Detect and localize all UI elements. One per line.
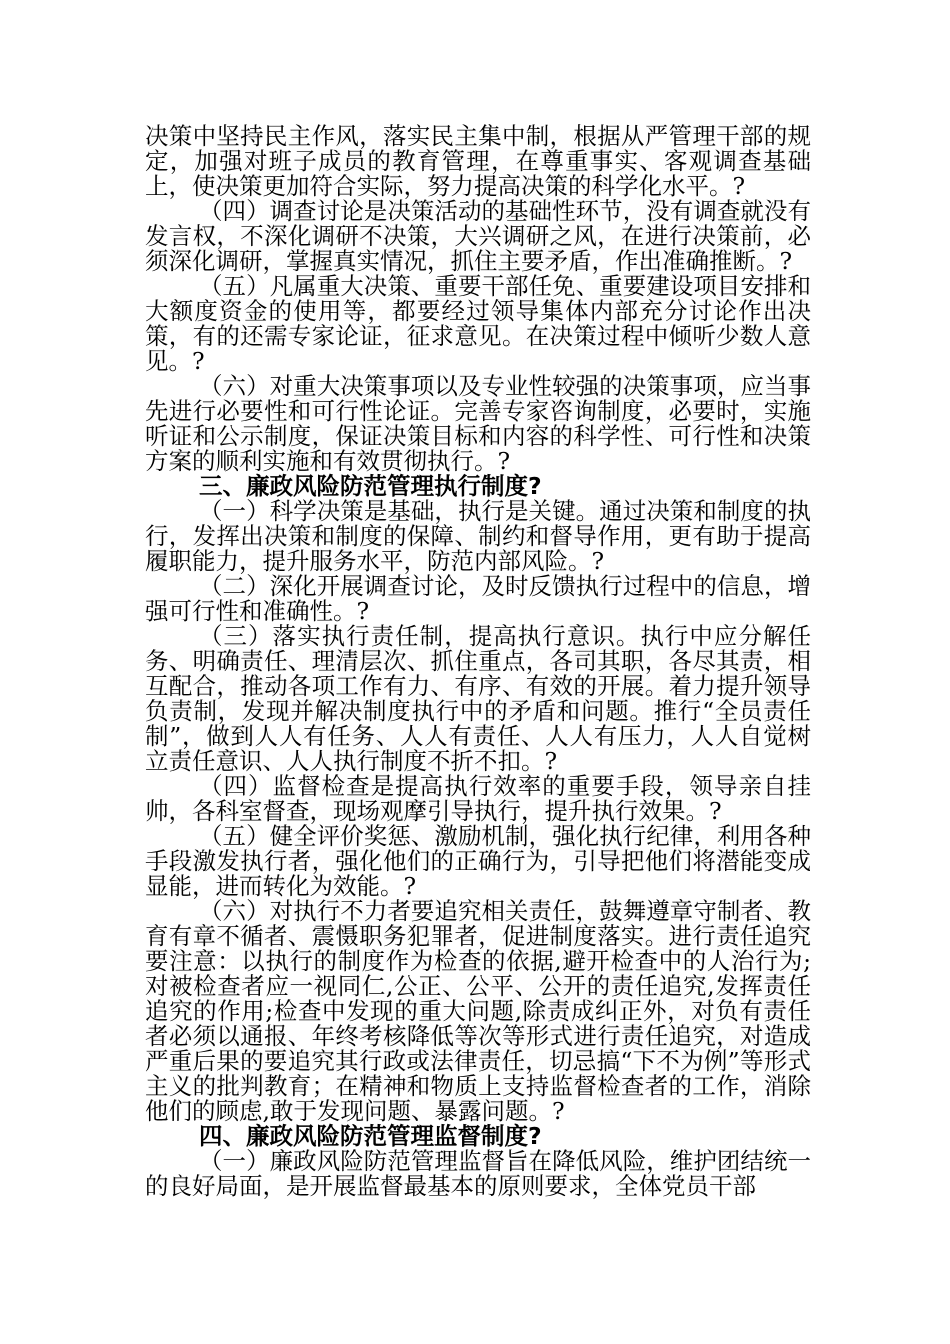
- paragraph-exec-item-6: （六）对执行不力者要追究相关责任，鼓舞遵章守制者、教育有章不循者、震慑职务犯罪者，促进制度落实。进行责任追究要注意：以执行的制度作为检查的依据,避开检查中的人治行为;对被检查者应一视同仁,公正、公平、公开的责任追究,发挥责任追究的作用;检查中发现的重大问题,除责成纠正外，对负有责任者必须以通报、年终考核降低等次等形式进行责任追究，对造成严重后果的要追究其行政或法律责任，切忌搞“下不为例”等形式主义的批判教育；在精神和物质上支持监督检查者的工作，消除他们的顾虑,敢于发现问题、暴露问题。?: [145, 897, 811, 1125]
- section-heading-4-supervision: 四、廉政风险防范管理监督制度?: [199, 1122, 542, 1150]
- paragraph-supervision-item-1: （一）廉政风险防范管理监督旨在降低风险，维护团结统一的良好局面，是开展监督最基本的原则要求，全体党员干部: [145, 1147, 811, 1200]
- paragraph-decision-democracy: 决策中坚持民主作风，落实民主集中制，根据从严管理干部的规定，加强对班子成员的教育管理，在尊重事实、客观调查基础上，使决策更加符合实际，努力提高决策的科学化水平。?: [145, 122, 811, 200]
- paragraph-exec-item-1: （一）科学决策是基础，执行是关键。通过决策和制度的执行，发挥出决策和制度的保障、制约和督导作用，更有助于提高履职能力，提升服务水平，防范内部风险。?: [145, 497, 811, 575]
- section-heading-3-execution: 三、廉政风险防范管理执行制度?: [199, 472, 542, 500]
- paragraph-exec-item-2: （二）深化开展调查讨论，及时反馈执行过程中的信息，增强可行性和准确性。?: [145, 572, 811, 625]
- paragraph-exec-item-4: （四）监督检查是提高执行效率的重要手段，领导亲自挂帅，各科室督查，现场观摩引导执行，提升执行效果。?: [145, 772, 811, 825]
- document-body: [145, 124, 811, 1199]
- paragraph-item-5-major-decisions: （五）凡属重大决策、重要干部任免、重要建设项目安排和大额度资金的使用等，都要经过领导集体内部充分讨论作出决策，有的还需专家论证，征求意见。在决策过程中倾听少数人意见。?: [145, 272, 811, 375]
- paragraph-exec-item-3: （三）落实执行责任制，提高执行意识。执行中应分解任务、明确责任、理清层次、抓住重点，各司其职，各尽其责，相互配合，推动各项工作有力、有序、有效的开展。着力提升领导负责制，发现并解决制度执行中的矛盾和问题。推行“全员责任制”，做到人人有任务、人人有责任、人人有压力，人人自觉树立责任意识、人人执行制度不折不扣。?: [145, 622, 811, 775]
- paragraph-item-6-feasibility: （六）对重大决策事项以及专业性较强的决策事项，应当事先进行必要性和可行性论证。完善专家咨询制度，必要时，实施听证和公示制度，保证决策目标和内容的科学性、可行性和决策方案的顺利实施和有效贯彻执行。?: [145, 372, 811, 475]
- paragraph-exec-item-5: （五）健全评价奖惩、激励机制，强化执行纪律，利用各种手段激发执行者，强化他们的正确行为，引导把他们将潜能变成显能，进而转化为效能。?: [145, 822, 811, 900]
- paragraph-item-4-investigation: （四）调查讨论是决策活动的基础性环节，没有调查就没有发言权，不深化调研不决策，大兴调研之风，在进行决策前，必须深化调研，掌握真实情况，抓住主要矛盾，作出准确推断。?: [145, 197, 811, 275]
